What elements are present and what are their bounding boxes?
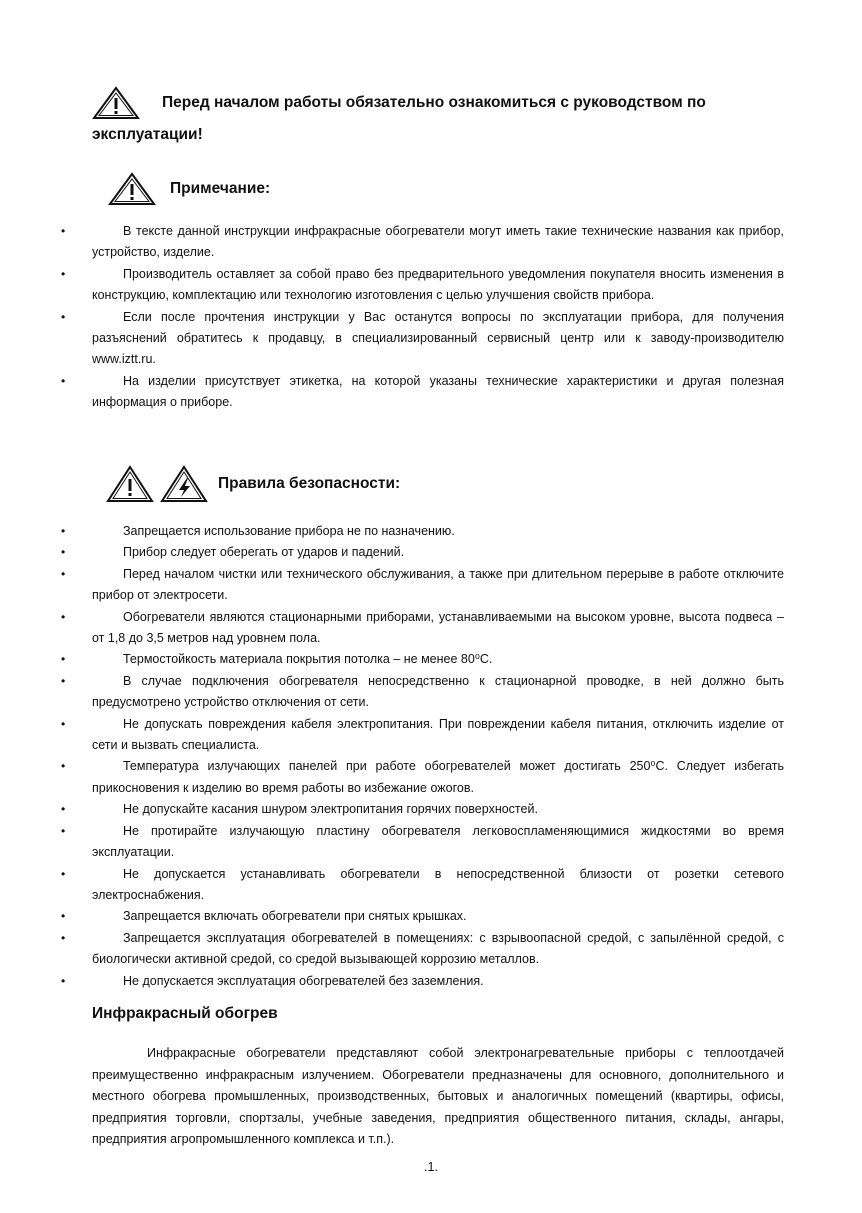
list-item: • На изделии присутствует этикетка, на которой указаны технические характеристики и другая полезная информация о приборе.: [92, 371, 784, 414]
list-item: • Температура излучающих панелей при работе обогревателей может достигать 250⁰С. Следует избегать прикосновения к изделию во время работы во избежание ожогов.: [92, 756, 784, 799]
list-item: • В случае подключения обогревателя непосредственно к стационарной проводке, в ней должно быть предусмотрено устройство отключения от сети.: [92, 671, 784, 714]
list-item: • Не протирайте излучающую пластину обогревателя легковоспламеняющимися жидкостями во время эксплуатации.: [92, 821, 784, 864]
infrared-paragraph: Инфракрасные обогреватели представляют собой электронагревательные приборы с теплоотдачей преимущественно инфракрасным излучением. Обогреватели предназначены для основного, дополнительного и местного обогрева промышленных, производственных, бытовых и аналогичных помещений (квартиры, офисы, предприятия торговли, спортзалы, учебные заведения, предприятия общественного питания, склады, ангары, предприятия агропромышленного комплекса и т.п.).: [92, 1046, 784, 1147]
warning-triangle-icon: [106, 465, 154, 503]
safety-list: [92, 521, 784, 992]
list-item: • В тексте данной инструкции инфракрасные обогреватели могут иметь такие технические названия как прибор, устройство, изделие.: [92, 221, 784, 264]
warning-block: [92, 86, 792, 144]
warning-triangle-icon: [92, 86, 140, 120]
warning-triangle-icon: [108, 172, 156, 206]
list-item: • Прибор следует оберегать от ударов и падений.: [92, 542, 784, 563]
safety-header: [106, 465, 400, 503]
note-list: [92, 221, 784, 414]
list-item: • Обогреватели являются стационарными приборами, устанавливаемыми на высоком уровне, высота подвеса – от 1,8 до 3,5 метров над уровнем пола.: [92, 607, 784, 650]
list-item: • Перед началом чистки или технического обслуживания, а также при длительном перерыве в работе отключите прибор от электросети.: [92, 564, 784, 607]
list-item: • Запрещается включать обогреватели при снятых крышках.: [92, 906, 784, 927]
electric-hazard-icon: [160, 465, 208, 503]
warning-text-line1: Перед началом работы обязательно ознакомиться с руководством по: [162, 94, 706, 111]
warning-text-line2: эксплуатации!: [92, 126, 203, 143]
list-item: • Производитель оставляет за собой право без предварительного уведомления покупателя вносить изменения в конструкцию, комплектацию или технологию изготовления с целью улучшения свойств прибора.: [92, 264, 784, 307]
safety-title: Правила безопасности:: [218, 475, 401, 492]
list-item: • Если после прочтения инструкции у Вас останутся вопросы по эксплуатации прибора, для получения разъяснений обратитесь к продавцу, в специализированный сервисный центр или к заводу-производителю www.iztt.ru.: [92, 307, 784, 371]
list-item: • Запрещается использование прибора не по назначению.: [92, 521, 784, 542]
list-item: • Не допускать повреждения кабеля электропитания. При повреждении кабеля питания, отключить изделие от сети и вызвать специалиста.: [92, 714, 784, 757]
infrared-title: Инфракрасный обогрев: [92, 1005, 278, 1022]
list-item: • Термостойкость материала покрытия потолка – не менее 80⁰С.: [92, 649, 784, 670]
note-header: [108, 172, 270, 206]
list-item: • Не допускается устанавливать обогреватели в непосредственной близости от розетки сетевого электроснабжения.: [92, 864, 784, 907]
list-item: • Не допускается эксплуатация обогревателей без заземления.: [92, 971, 784, 992]
note-title: Примечание:: [170, 180, 271, 197]
list-item: • Запрещается эксплуатация обогревателей в помещениях: с взрывоопасной средой, с запылённой средой, с биологически активной средой, со средой вызывающей коррозию металлов.: [92, 928, 784, 971]
page-number: .1.: [424, 1160, 438, 1174]
list-item: • Не допускайте касания шнуром электропитания горячих поверхностей.: [92, 799, 784, 820]
